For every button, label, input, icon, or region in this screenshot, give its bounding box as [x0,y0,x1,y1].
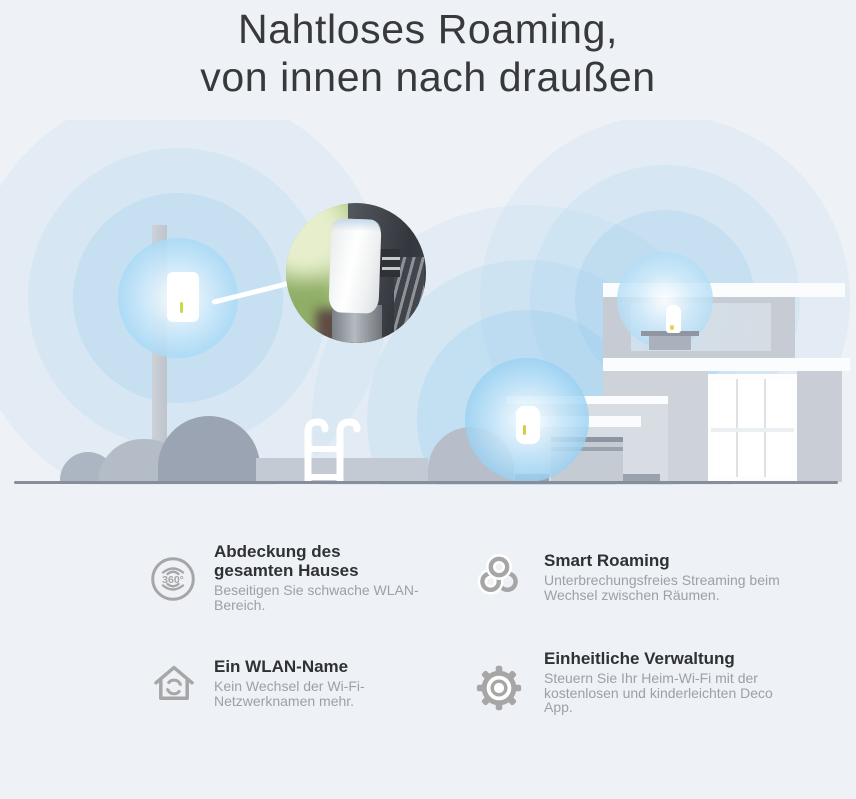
window-divider [711,428,794,432]
closeup-bracket [378,249,400,277]
deco-unit-porch-led [523,425,526,435]
feature-one-wifi-name [150,657,440,708]
deco-unit-porch [516,406,540,444]
feature-description: Kein Wechsel der Wi-Fi- Netzwerknamen mehr. [214,678,365,709]
feature-description: Unterbrechungsfreies Streaming beim Wechsel zwischen Räumen. [544,572,780,603]
house-sync-icon [150,659,198,707]
closeup-deco-device [328,218,381,314]
feature-description: Steuern Sie Ihr Heim-Wi-Fi mit der kostenlosen und kinderleichten Deco App. [544,670,773,715]
gear-icon [476,665,522,711]
feature-description: Beseitigen Sie schwache WLAN- Bereich. [214,582,419,613]
deco-closeup-photo [286,203,426,343]
closeup-bracket-pin [382,257,400,260]
feature-unified-management [476,649,806,715]
page-title-line1: Nahtloses Roaming, [238,6,618,52]
feature-title: Ein WLAN-Name [214,657,349,676]
ground-line [14,481,838,484]
deco-unit-pole-led [180,302,183,313]
coverage-360-label: 360° [162,574,184,586]
feature-title: Einheitliche Verwaltung [544,649,735,668]
page-title [0,5,856,101]
house-lower-wall-right [797,371,842,482]
table-base [649,336,691,350]
house-mid-band [603,358,850,371]
mesh-roaming-icon [476,553,522,599]
illustration [0,120,856,485]
deco-unit-indoor-led [670,325,674,330]
feature-title: Abdeckung des gesamten Hauses [214,542,359,580]
page-title-line2: von innen nach draußen [200,54,656,100]
deco-unit-pole [167,272,199,322]
coverage-360-icon [150,556,196,602]
feature-coverage [150,542,440,612]
closeup-bracket-pin [382,267,400,270]
feature-title: Smart Roaming [544,551,670,570]
feature-smart-roaming [476,551,786,602]
pool-ladder-icon [300,418,370,484]
closeup-device-sheen [331,218,381,232]
